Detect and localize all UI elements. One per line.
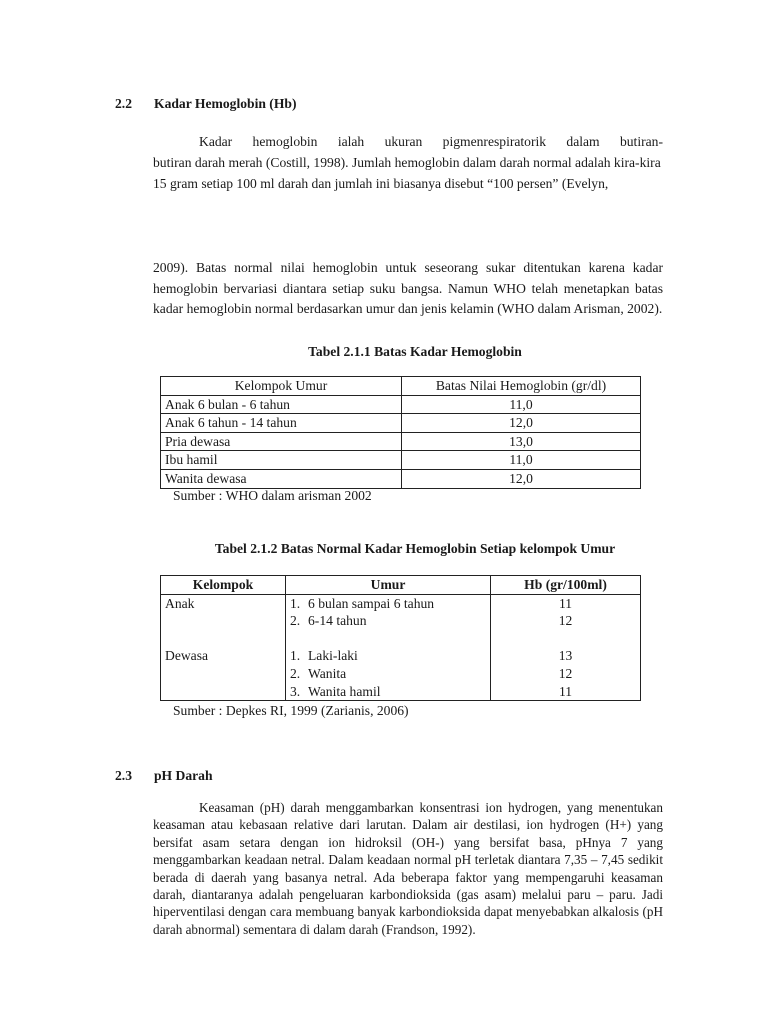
list-text: Wanita — [308, 665, 347, 681]
table-cell: Anak 6 tahun - 14 tahun — [161, 414, 402, 433]
list-text: Wanita hamil — [308, 683, 381, 699]
table-cell-kelompok — [161, 594, 286, 701]
ph-paragraph — [153, 799, 663, 938]
list-text: Laki-laki — [308, 648, 358, 664]
table-cell: 12,0 — [402, 414, 641, 433]
table-header-row — [161, 576, 641, 595]
table1-source: Sumber : WHO dalam arisman 2002 — [173, 488, 372, 503]
table-cell-umur — [286, 594, 491, 701]
hb-paragraph-1 — [153, 131, 663, 194]
table-cell: 12,0 — [402, 469, 641, 488]
table-row — [161, 395, 641, 414]
list-number: 1. — [290, 595, 301, 611]
hb-paragraph-3 — [153, 258, 663, 320]
table-row — [161, 414, 641, 433]
list-number: 3. — [290, 683, 301, 699]
table-header-row — [161, 377, 641, 396]
section-title: Kadar Hemoglobin (Hb) — [154, 96, 297, 111]
column-header: Hb (gr/100ml) — [491, 576, 641, 595]
list-item — [290, 647, 486, 665]
list-text: 6 bulan sampai 6 tahun — [308, 595, 435, 611]
table2-caption: Tabel 2.1.2 Batas Normal Kadar Hemoglobin Setiap kelompok Umur — [214, 541, 616, 556]
table-cell-hb — [491, 594, 641, 701]
hb-value: 11 — [558, 683, 573, 699]
paragraph-first-line: Kadar hemoglobin ialah ukuran pigmenrespiratorik dalam butiran- — [199, 134, 663, 149]
list-number: 2. — [290, 665, 301, 681]
paragraph-continuation: butiran darah merah (Costill, 1998). Jumlah hemoglobin dalam darah normal adalah kira-kira — [153, 155, 661, 170]
hemoglobin-limit-table — [160, 376, 641, 489]
table-cell: Anak 6 bulan - 6 tahun — [161, 395, 402, 414]
group-name-anak: Anak — [165, 595, 195, 611]
paragraph-3-text: 2009). Batas normal nilai hemoglobin untuk seseorang sukar ditentukan karena kadar hemoglobin bervariasi diantara setiap suku bangsa. Namun WHO telah menetapkan batas kadar hemoglobin normal berdasarkan umur dan jenis kelamin (WHO dalam Arisman, 2002). — [153, 260, 663, 316]
list-number: 2. — [290, 613, 301, 629]
section-heading-2-2 — [115, 94, 415, 116]
column-header: Kelompok Umur — [161, 377, 402, 396]
column-header: Batas Nilai Hemoglobin (gr/dl) — [402, 377, 641, 396]
list-item — [290, 612, 486, 630]
hb-value: 11 — [558, 595, 573, 611]
group-name-dewasa: Dewasa — [165, 648, 209, 664]
section-number: 2.3 — [115, 768, 132, 783]
table-cell: Ibu hamil — [161, 451, 402, 470]
table-cell: 13,0 — [402, 432, 641, 451]
hb-value: 13 — [558, 648, 573, 664]
ph-paragraph-text: Keasaman (pH) darah menggambarkan konsentrasi ion hydrogen, yang menentukan keasaman atau kebasaan relative dari larutan. Dalam air destilasi, ion hydrogen (H+) yang bersifat asam setara dengan ion hidroksil (OH-) yang bersifat basa, pHnya 7 yang menggambarkan keadaan netral. Dalam keadaan normal pH terletak diantara 7,35 – 7,45 sedikit berada di daerah yang basanya netral. Ada beberapa faktor yang mempengaruhi keasaman darah, diantaranya adalah pengeluaran karbondioksida (gas asam) melalui paru – paru. Jadi hiperventilasi dengan cara membuang banyak karbondioksida dapat menyebabkan alkalosis (pH darah abnormal) sementara di dalam darah (Frandson, 1992). — [153, 800, 663, 937]
list-text: 6-14 tahun — [308, 613, 367, 629]
table1-caption: Tabel 2.1.1 Batas Kadar Hemoglobin — [308, 344, 522, 359]
table-row — [161, 432, 641, 451]
hb-value: 12 — [558, 665, 573, 681]
list-item — [290, 665, 486, 683]
list-item — [290, 595, 486, 613]
table-cell: 11,0 — [402, 451, 641, 470]
table-cell: 11,0 — [402, 395, 641, 414]
table-row — [161, 451, 641, 470]
hemoglobin-normal-table — [160, 575, 641, 701]
list-number: 1. — [290, 648, 301, 664]
hb-value: 12 — [558, 613, 573, 629]
list-item — [290, 683, 486, 701]
table2-source: Sumber : Depkes RI, 1999 (Zarianis, 2006) — [173, 703, 409, 718]
paragraph-2: 15 gram setiap 100 ml darah dan jumlah ini biasanya disebut “100 persen” (Evelyn, — [153, 176, 609, 191]
section-number: 2.2 — [115, 96, 132, 111]
column-header: Kelompok — [161, 576, 286, 595]
section-heading-2-3 — [115, 766, 415, 788]
table-cell: Wanita dewasa — [161, 469, 402, 488]
table-row — [161, 594, 641, 701]
column-header: Umur — [286, 576, 491, 595]
section-title: pH Darah — [154, 768, 213, 783]
table-cell: Pria dewasa — [161, 432, 402, 451]
